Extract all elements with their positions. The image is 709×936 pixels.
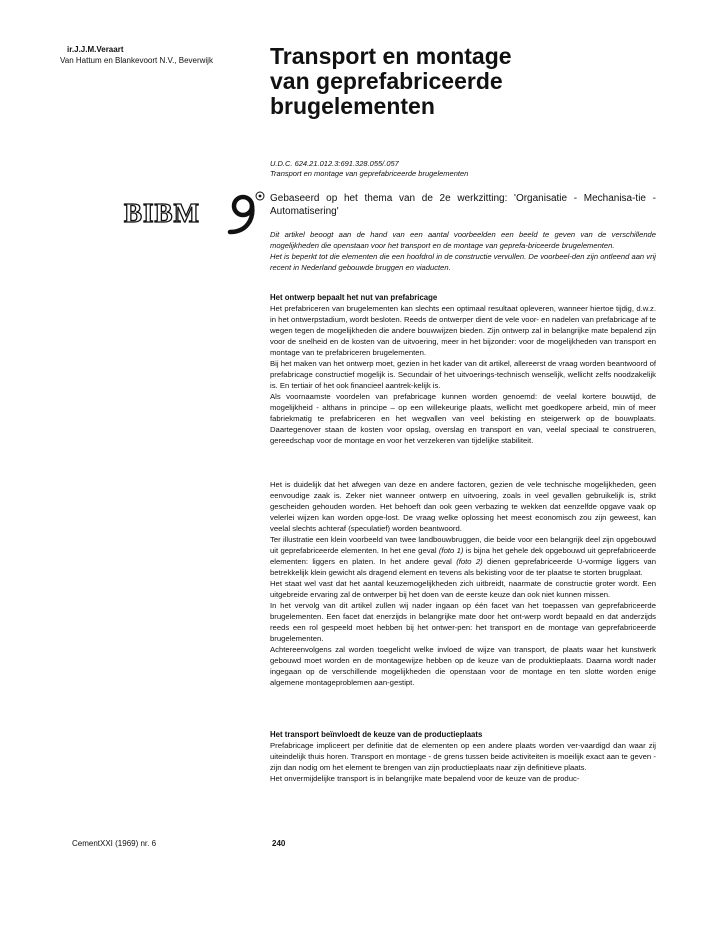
section-considerations xyxy=(270,479,656,688)
theme-statement: Gebaseerd op het thema van de 2e werkzitting: 'Organisatie - Mechanisa-tie - Automatisering' xyxy=(270,193,656,217)
body-paragraph: Het onvermijdelijke transport is in belangrijke mate bepalend voor de keuze van de produc- xyxy=(270,774,580,783)
photo-reference: (foto 2) xyxy=(456,557,483,566)
bibm-logo xyxy=(122,190,270,235)
abstract-paragraph: Het is beperkt tot die elementen die een hoofdrol in de constructie vervullen. De voorbeel-den zijn ontleend aan vrij recent in Nederland gebouwde bruggen en viaducten. xyxy=(270,252,656,272)
text-run: dienen geprefabriceerde U-vormige liggers van betrekkelijk klein gewicht als dragend element en tevens als bekisting voor de ter plaatse te storten brugplaat. xyxy=(270,557,656,577)
text-run: Ter illustratie een klein voorbeeld van twee landbouwbruggen, die beide voor een belangrijk deel zijn opgebouwd uit geprefabriceerde elementen. In het ene geval xyxy=(270,535,656,555)
body-paragraph: In het vervolg van dit artikel zullen wij nader ingaan op één facet van het toepassen van geprefabriceerde brugelementen. Een facet dat enerzijds in belangrijke mate door het ont-werp wordt bepaald en dat anderzijds reeds een rol gespeeld moet hebben bij het ontwer-pen: het transport en de montage van geprefabriceerde brugelementen. xyxy=(270,601,656,643)
bibm-9-mark-icon xyxy=(122,190,270,235)
section-heading: Het transport beïnvloedt de keuze van de productieplaats xyxy=(270,730,483,739)
article-title: Transport en montage van geprefabriceerde brugelementen xyxy=(270,43,512,119)
author-name: ir.J.J.M.Veraart xyxy=(67,45,124,54)
body-paragraph: Het staat wel vast dat het aantal keuzemogelijkheden zich uitbreidt, naarmate de constructie groter wordt. Een uitgebreide ervaring zal de ontwerper bij het doen van de eerste keuze dan ook niet kunnen missen. xyxy=(270,579,656,599)
journal-reference: CementXXI (1969) nr. 6 xyxy=(72,839,157,848)
body-paragraph: Bij het maken van het ontwerp moet, gezien in het kader van dit artikel, allereerst de vraag worden beantwoord of prefabricage constructief mogelijk is. Secundair of het uitvoerings-technisch wenselijk, wellicht zelfs noodzakelijk is. En tertiair of het ook financieel aantrek-kelijk is. xyxy=(270,359,656,390)
author-affiliation: Van Hattum en Blankevoort N.V., Beverwijk xyxy=(60,56,213,65)
abstract-paragraph: Dit artikel beoogt aan de hand van een aantal voorbeelden een beeld te geven van de verschillende mogelijkheden die openstaan voor het transport en de montage van geprefa-briceerde brugelementen. xyxy=(270,230,656,250)
text-run: is bijna het gehele dek opgebouwd uit geprefabriceerde elementen: liggers en platen. In het andere geval xyxy=(270,546,656,566)
udc-subtitle: Transport en montage van geprefabriceerde brugelementen xyxy=(270,169,469,178)
udc-code: U.D.C. 624.21.012.3:691.328.055/.057 xyxy=(270,159,399,168)
photo-reference: (foto 1) xyxy=(438,546,464,555)
page-number: 240 xyxy=(272,839,286,848)
body-paragraph: Achtereenvolgens zal worden toegelicht welke invloed de wijze van transport, de plaats waar het kunstwerk gebouwd moet worden en de montagewijze hebben op de keuze van de produktieplaats. Daarna wordt nader ingegaan op de verschillende mogelijkheden die openstaan voor de montage en ten slotte worden enige algemene montageproblemen aan-gestipt. xyxy=(270,645,656,687)
section-heading: Het ontwerp bepaalt het nut van prefabricage xyxy=(270,293,438,302)
body-paragraph-photos xyxy=(270,534,656,578)
udc-block xyxy=(270,159,468,179)
body-paragraph: Prefabricage impliceert per definitie dat de elementen op een andere plaats worden ver-vaardigd dan waar zij uiteindelijk thuis horen. Transport en montage - de grens tussen beide activiteiten is moeilijk exact aan te geven - zijn dan nodig om het element te brengen van zijn productieplaats naar zijn definitieve plaats. xyxy=(270,741,656,772)
section-transport xyxy=(270,729,656,784)
bibm-logo-text: BIBM xyxy=(124,198,201,228)
article-abstract xyxy=(270,229,656,273)
body-paragraph: Het is duidelijk dat het afwegen van deze en andere factoren, gezien de vele technische mogelijkheden, geen eenvoudige zaak is. Zeker niet wanneer ontwerp en uitvoering, zoals in veel gevallen gebruikelijk is, strikt gescheiden gehouden worden. Het behoeft dan ook geen verbazing te wekken dat eenzelfde opgave vaak op velerlei wijzen kan worden opge-lost. De vraag welke oplossing het meest economisch zou zijn geweest, kan veelal slechts achteraf (speculatief) worden beantwoord. xyxy=(270,480,656,533)
body-paragraph: Het prefabriceren van brugelementen kan slechts een optimaal resultaat opleveren, wanneer hiertoe tijdig, d.w.z. in het ontwerpstadium, wordt besloten. Reeds de ontwerper dient de vele voor- en nadelen van prefabricage af te wegen tegen de mogelijkheden die andere bouwwijzen bieden. Zijn ontwerp zal in belangrijke mate bepalend zijn voor de snelheid en de kosten van de uitvoering, meer in het bijzonder: voor de mogelijkheden van transport en montage van te prefabriceren brugelementen. xyxy=(270,304,656,357)
section-design xyxy=(270,292,656,446)
body-paragraph: Als voornaamste voordelen van prefabricage kunnen worden genoemd: de veelal kortere bouwtijd, de mogelijkheid - althans in principe – op een willekeurige plaats, wellicht met goedkopere arbeid, min of meer fabriekmatig te prefabriceren en het wegvallen van veel bekisting en steigerwerk op de bouwplaats. Daartegenover staan de kosten voor opslag, overslag en transport en van, veelal speciaal te construeren, gereedschap voor de montage en voor het verzekeren van tijdelijke stabiliteit. xyxy=(270,392,656,445)
